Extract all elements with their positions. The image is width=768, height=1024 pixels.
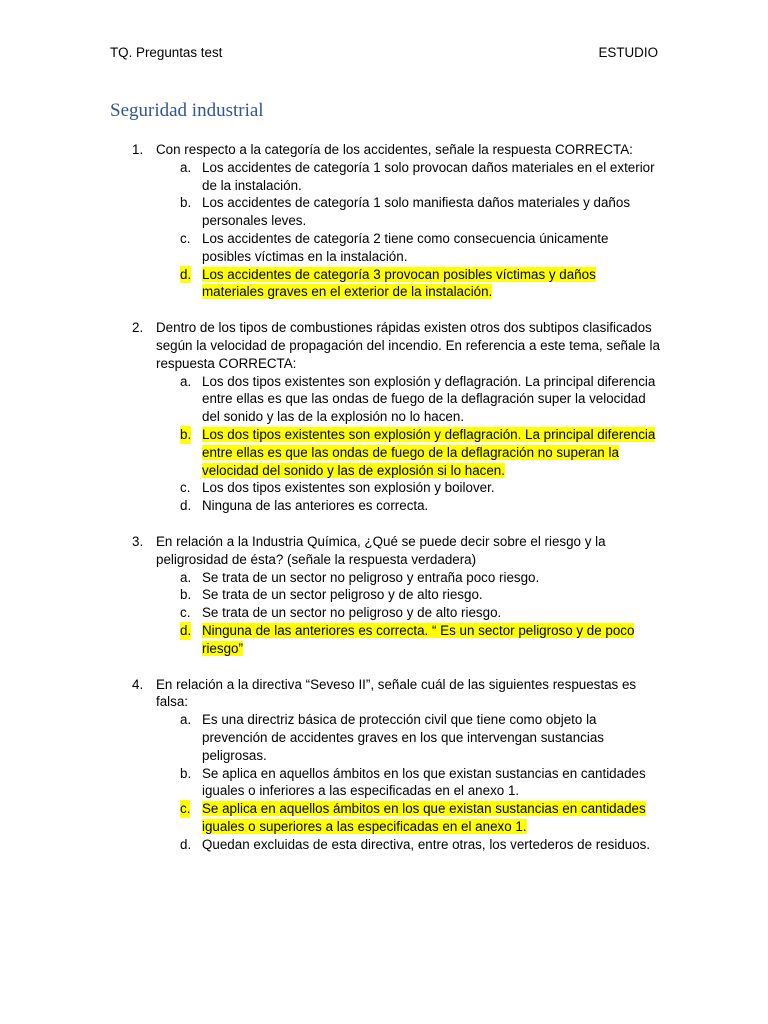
option-text: Se aplica en aquellos ámbitos en los que existan sustancias en cantidades iguales o superiores a las especificadas en el anexo 1. [202, 801, 646, 834]
question-4 [110, 676, 660, 854]
question-list [110, 141, 660, 871]
option-letter: b. [180, 587, 192, 603]
page-header [110, 44, 658, 62]
option-d-highlighted-answer [156, 622, 660, 658]
option-list [156, 373, 660, 515]
option-c [156, 604, 660, 622]
option-text: Los dos tipos existentes son explosión y deflagración. La principal diferencia entre ellas es que las ondas de fuego de la deflagración no superan la velocidad del sonido y las de explosión si lo hacen. [202, 426, 656, 478]
option-c [156, 479, 660, 497]
question-text: En relación a la directiva “Seveso II”, señale cuál de las siguientes respuestas es falsa: [156, 676, 637, 710]
option-list [156, 569, 660, 658]
option-letter: a. [180, 712, 192, 728]
option-text: Se trata de un sector no peligroso y entraña poco riesgo. [202, 569, 540, 585]
question-text: Con respecto a la categoría de los accidentes, señale la respuesta CORRECTA: [156, 142, 633, 157]
option-text: Se trata de un sector no peligroso y de alto riesgo. [202, 605, 502, 621]
option-text: Los dos tipos existentes son explosión y boilover. [202, 480, 495, 496]
question-number: 2. [132, 320, 144, 336]
option-letter: c. [180, 480, 191, 496]
option-text: Se trata de un sector peligroso y de alto riesgo. [202, 587, 483, 603]
question-3 [110, 533, 660, 658]
option-letter: b. [180, 426, 192, 442]
option-text: Los accidentes de categoría 2 tiene como consecuencia únicamente posibles víctimas en la instalación. [202, 230, 609, 264]
option-a [156, 159, 660, 195]
option-d [156, 497, 660, 515]
question-number: 1. [132, 142, 144, 157]
option-letter: a. [180, 159, 192, 175]
option-text: Los dos tipos existentes son explosión y deflagración. La principal diferencia entre ellas es que las ondas de fuego de la deflagración super la velocidad del sonido y las de la explosión no lo hacen. [202, 373, 656, 425]
section-heading: Seguridad industrial [110, 100, 264, 121]
question-2 [110, 319, 660, 515]
option-text: Es una directriz básica de protección civil que tiene como objeto la prevención de accidentes graves en los que intervengan sustancias peligrosas. [202, 712, 604, 763]
option-text: Ninguna de las anteriores es correcta. “ Es un sector peligroso y de poco riesgo” [202, 622, 635, 656]
option-text: Quedan excluidas de esta directiva, entre otras, los vertederos de residuos. [202, 836, 651, 852]
option-letter: b. [180, 765, 192, 781]
question-1 [110, 141, 660, 301]
option-d [156, 836, 660, 854]
option-list [156, 159, 660, 301]
option-a [156, 711, 660, 764]
option-letter: c. [180, 801, 191, 817]
header-document-title: TQ. Preguntas test [110, 45, 223, 60]
option-text: Los accidentes de categoría 1 solo provocan daños materiales en el exterior de la instalación. [202, 159, 655, 193]
option-a [156, 373, 660, 426]
option-letter: d. [180, 498, 192, 514]
option-letter: c. [180, 605, 191, 621]
header-section-label: ESTUDIO [598, 45, 658, 60]
option-a [156, 569, 660, 587]
option-b [156, 586, 660, 604]
option-letter: b. [180, 195, 192, 211]
option-b [156, 194, 660, 230]
question-text: Dentro de los tipos de combustiones rápidas existen otros dos subtipos clasificados según la velocidad de propagación del incendio. En referencia a este tema, señale la respuesta CORRECTA: [156, 320, 660, 371]
option-letter: d. [180, 836, 192, 852]
option-letter: a. [180, 569, 192, 585]
option-letter: c. [180, 230, 191, 246]
option-text: Los accidentes de categoría 3 provocan posibles víctimas y daños materiales graves en el exterior de la instalación. [202, 266, 596, 300]
option-list [156, 711, 660, 853]
option-d-highlighted-answer [156, 266, 660, 302]
option-letter: d. [180, 266, 192, 282]
question-text: En relación a la Industria Química, ¿Qué se puede decir sobre el riesgo y la peligrosidad de ésta? (señale la respuesta verdadera) [156, 533, 606, 567]
option-c [156, 230, 660, 266]
question-number: 4. [132, 676, 144, 692]
question-number: 3. [132, 533, 144, 549]
option-text: Ninguna de las anteriores es correcta. [202, 498, 429, 514]
option-b-highlighted-answer [156, 426, 660, 479]
option-text: Los accidentes de categoría 1 solo manifiesta daños materiales y daños personales leves. [202, 195, 631, 229]
option-letter: a. [180, 373, 192, 389]
option-text: Se aplica en aquellos ámbitos en los que existan sustancias en cantidades iguales o inferiores a las especificadas en el anexo 1. [202, 765, 646, 799]
option-letter: d. [180, 622, 192, 638]
option-c-highlighted-answer [156, 800, 660, 836]
option-b [156, 765, 660, 801]
